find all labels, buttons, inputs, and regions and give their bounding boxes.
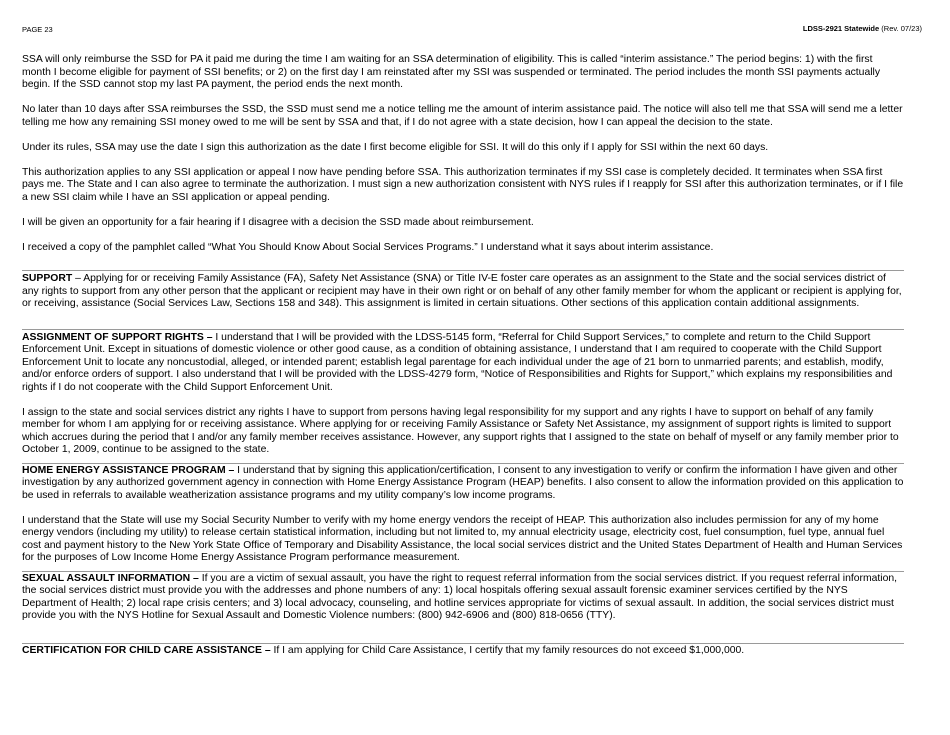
interim-paragraph-5: I will be given an opportunity for a fair hearing if I disagree with a decision the SSD made about reimbursement.	[22, 216, 534, 228]
sexual-assault-heading: SEXUAL ASSAULT INFORMATION –	[22, 572, 199, 584]
interim-paragraph-6: I received a copy of the pamphlet called “What You Should Know About Social Services Programs.” I understand what it says about interim assistance.	[22, 241, 714, 253]
heap-paragraph-2: I understand that the State will use my Social Security Number to verify with my home energy vendors the receipt of HEAP. This authorization also includes permission for any of my home energy vendors (including my utility) to release certain statistical information, including but not limited to, my annual electricity usage, electricity cost, fuel consumption, fuel type, annual fuel cost and payment history to the New York State Office of Temporary and Disability Assistance, the local social services district and the United States Department of Health and Human Services for the purposes of Low Income Home Energy Assistance Program performance measurement.	[22, 514, 903, 563]
sexual-assault-text: If you are a victim of sexual assault, you have the right to request referral information from the social services district. If you request referral information, the social services district must provide you with the addresses and phone numbers of any: 1) local hospitals offering sexual assault forensic examiner services certified by the NYS Department of Health; 2) local rape crisis centers; and 3) local advocacy, counseling, and hotline services appropriate for victims of sexual assault. In addition, the social services district must provide you with the NYS Hotline for Sexual Assault and Domestic Violence numbers: (800) 942-6906 and (800) 818-0656 (TTY).	[22, 572, 898, 621]
form-revision: (Rev. 07/23)	[881, 24, 922, 33]
form-id: LDSS-2921 Statewide	[802, 24, 880, 33]
assignment-paragraph-2: I assign to the state and social services district any rights I have to support from persons having legal responsibility for my support and any rights I have to support on behalf of any family member for whom I am applying for or receiving assistance. Where applying for or receiving Family Assistance or Safety Net Assistance, my assignment of support rights is limited to support which accrues during the period that I and/or any family member receives assistance. However, any support rights that I assigned to the state on behalf of myself or any family member prior to October 1, 2009, continue to be assigned to the state.	[22, 406, 899, 455]
interim-paragraph-2: No later than 10 days after SSA reimburses the SSD, the SSD must send me a notice telling me the amount of interim assistance paid. The notice will also tell me that SSA will send me a letter telling me how any remaining SSI money owed to me will be sent by SSA and that, if I do not agree with a state decision, how I can appeal the decision to the state.	[22, 104, 903, 128]
support-section	[22, 273, 904, 311]
interim-paragraph-1: SSA will only reimburse the SSD for PA it paid me during the time I am waiting for an SSA determination of eligibility. This is called “interim assistance.” The period begins: 1) with the first month I become eligible for payment of SSI benefits; or 2) on the first day I am reinstated after my SSI was suspended or terminated. The period includes the month SSI payments actually begin. If the SSD cannot stop my last PA payment, the period ends the next month.	[22, 54, 881, 90]
sexual-assault-section	[22, 573, 904, 623]
child-care-section	[22, 645, 904, 658]
page-number: PAGE 23	[22, 25, 53, 34]
assignment-text: I understand that I will be provided with the LDSS-5145 form, “Referral for Child Support Services,” to complete and return to the Child Support Enforcement Unit. Except in situations of domestic violence or other good cause, as a condition of obtaining assistance, I understand that I am required to cooperate with the Child Support Enforcement Unit to locate any noncustodial, alleged, or intended parent; establish legal parentage for each individual under the age of 21 born to unmarried parents; and establish, modify, and/or enforce orders of support. I also understand that I will be provided with the LDSS-4279 form, “Notice of Responsibilities and Rights for Support,” which explains my responsibilities and rights if I do not cooperate with the Child Support Enforcement Unit.	[22, 331, 893, 393]
child-care-heading: CERTIFICATION FOR CHILD CARE ASSISTANCE –	[22, 644, 271, 656]
assignment-heading: ASSIGNMENT OF SUPPORT RIGHTS –	[22, 331, 213, 343]
support-heading: SUPPORT	[22, 273, 73, 284]
document-body	[22, 54, 904, 657]
heap-heading: HOME ENERGY ASSISTANCE PROGRAM –	[22, 464, 235, 476]
interim-paragraph-3: Under its rules, SSA may use the date I sign this authorization as the date I first become eligible for SSI. It will do this only if I apply for SSI within the next 60 days.	[22, 141, 769, 153]
support-text: – Applying for or receiving Family Assistance (FA), Safety Net Assistance (SNA) or Title IV-E foster care operates as an assignment to the State and the social services district of any rights to support from any other person that the applicant or recipient may have in their own right or on behalf of any other family member for whom the applicant or recipient is applying for, or receiving, assistance (Social Services Law, Sections 158 and 348). This assignment is limited in certain situations. Other sections of this application contain additional assignments.	[22, 273, 902, 309]
form-identifier	[803, 24, 922, 33]
interim-paragraph-4: This authorization applies to any SSI application or appeal I now have pending before SSA. This authorization terminates if my SSI case is completely decided. It terminates when SSA first pays me. The State and I can also agree to terminate the authorization. I must sign a new authorization consistent with NYS rules if I reapply for SSI after this authorization terminates, or if I file a new SSI claim while I have an SSI application or appeal pending.	[22, 166, 904, 203]
child-care-text: If I am applying for Child Care Assistance, I certify that my family resources do not exceed $1,000,000.	[270, 644, 745, 656]
heap-section	[22, 465, 904, 503]
assignment-section	[22, 332, 904, 395]
heap-text: I understand that by signing this application/certification, I consent to any investigation to verify or confirm the information I have given and other investigation by any authorized government agency in connection with Home Energy Assistance Program (HEAP) benefits. I also consent to allow the information provided on this application to be used in referrals to available weatherization assistance programs and my utility company’s low income programs.	[22, 464, 904, 501]
